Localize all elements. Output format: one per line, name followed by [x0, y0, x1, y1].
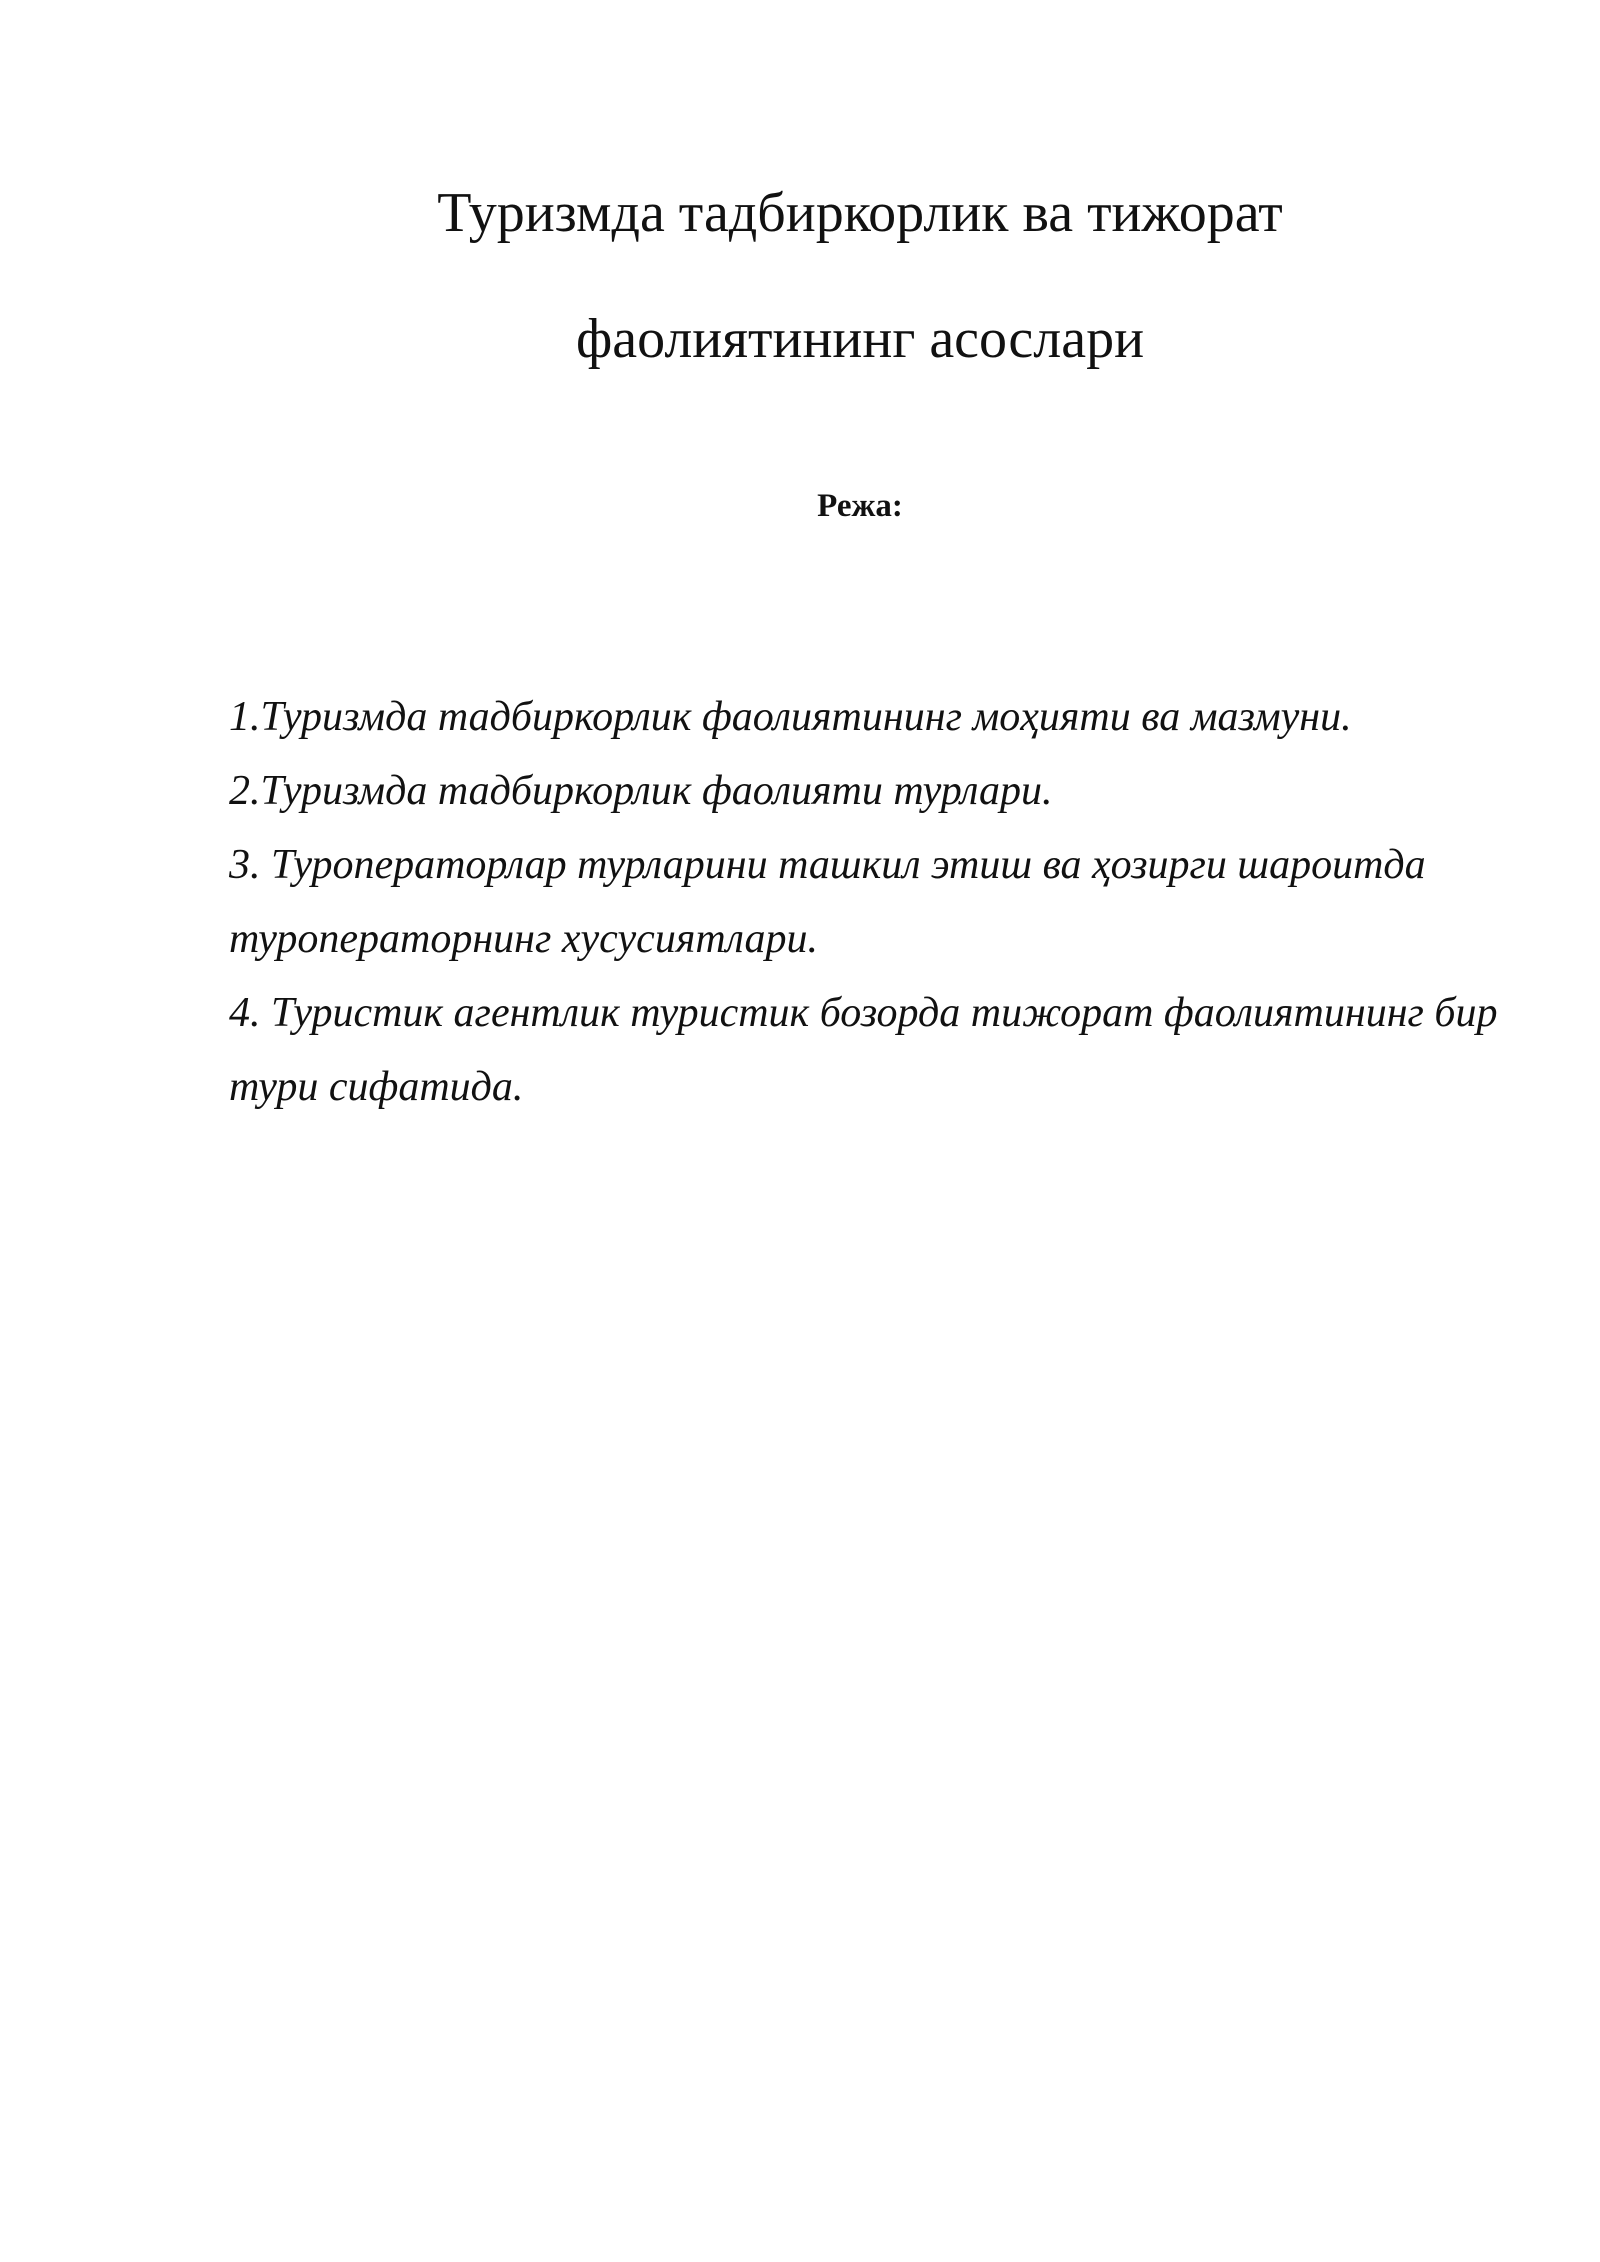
document-title-line-2: фаолиятининг асослари: [575, 308, 1145, 370]
plan-item-1: 1.Туризмда тадбиркорлик фаолиятининг моҳияти ва мазмуни.: [229, 694, 1352, 740]
document-title: [0, 150, 1600, 402]
plan-item-2: 2.Туризмда тадбиркорлик фаолияти турлари.: [229, 768, 1053, 814]
plan-list: [229, 680, 1499, 1124]
plan-item-3: 3. Туроператорлар турларини ташкил этиш ва ҳозирги шароитда туроператорнинг хусусиятлари.: [229, 842, 1426, 962]
plan-heading: Режа:: [817, 488, 903, 524]
document-title-line-1: Туризмда тадбиркорлик ва тижорат: [437, 182, 1283, 244]
plan-item-4: 4. Туристик агентлик туристик бозорда тижорат фаолиятининг бир тури сифатида.: [229, 990, 1498, 1110]
